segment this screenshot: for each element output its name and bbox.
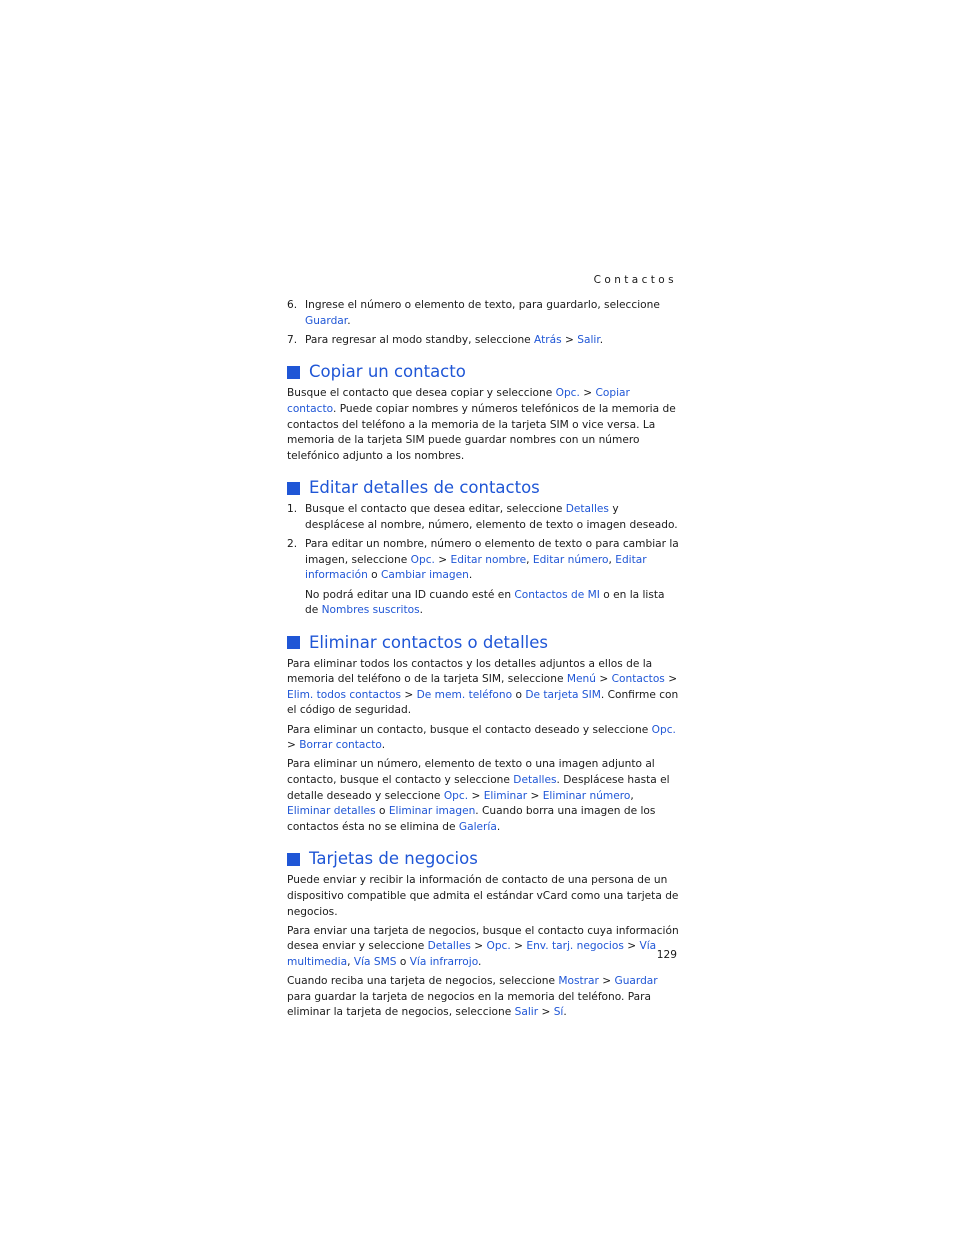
section-heading-editar: Editar detalles de contactos — [287, 478, 679, 498]
page-content — [287, 298, 679, 1025]
step-7: 7. Para regresar al modo standby, seleccione Atrás > Salir. — [287, 333, 604, 346]
eliminar-paragraph-3: Para eliminar un número, elemento de texto o una imagen adjunto al contacto, busque el contacto y seleccione Detalles. Desplácese hasta el detalle deseado y seleccione Opc. > Eliminar > Eliminar número, Eliminar detalles o Eliminar imagen. Cuando borra una imagen de los contactos ésta no se elimina de Galería. — [287, 758, 670, 833]
section-bullet-square — [287, 366, 300, 379]
steps-continued-list — [287, 298, 679, 348]
menu-term: Atrás — [534, 333, 562, 346]
editar-step-2: 2. Para editar un nombre, número o elemento de texto o para cambiar la imagen, seleccione Opc. > Editar nombre, Editar número, Editar información o Cambiar imagen. No podrá editar una ID cuando esté en Contactos de MI o en la lista de Nombres suscritos. — [287, 537, 679, 619]
page-number: 129 — [656, 949, 677, 961]
tarjetas-paragraph-2: Para enviar una tarjeta de negocios, busque el contacto cuya información desea enviar y seleccione Detalles > Opc. > Env. tarj. negocios > Vía multimedia, Vía SMS o Vía infrarrojo. — [287, 924, 679, 968]
menu-term: Salir — [577, 333, 600, 346]
eliminar-paragraph-2: Para eliminar un contacto, busque el contacto deseado y seleccione Opc. > Borrar contacto. — [287, 723, 676, 752]
copiar-paragraph: Busque el contacto que desea copiar y seleccione Opc. > Copiar contacto. Puede copiar nombres y números telefónicos de la memoria de contactos del teléfono a la memoria de la tarjeta SIM o vice versa. La memoria de la tarjeta SIM puede guardar nombres con un número telefónico adjunto a los nombres. — [287, 387, 676, 462]
section-bullet-square — [287, 853, 300, 866]
editar-step-1: 1. Busque el contacto que desea editar, seleccione Detalles y desplácese al nombre, número, elemento de texto o imagen deseado. — [287, 503, 678, 531]
tarjetas-paragraph-3: Cuando reciba una tarjeta de negocios, seleccione Mostrar > Guardar para guardar la tarjeta de negocios en la memoria del teléfono. Para eliminar la tarjeta de negocios, seleccione Salir > Sí. — [287, 975, 658, 1019]
menu-term: Guardar — [305, 314, 348, 327]
editar-note: No podrá editar una ID cuando esté en Contactos de MI o en la lista de Nombres suscritos. — [305, 588, 665, 617]
section-heading-eliminar: Eliminar contactos o detalles — [287, 633, 679, 653]
running-header: Contactos — [593, 274, 677, 286]
section-heading-tarjetas: Tarjetas de negocios — [287, 849, 679, 869]
section-bullet-square — [287, 636, 300, 649]
tarjetas-paragraph-1: Puede enviar y recibir la información de contacto de una persona de un dispositivo compatible que admita el estándar vCard como una tarjeta de negocios. — [287, 874, 679, 918]
eliminar-paragraph-1: Para eliminar todos los contactos y los detalles adjuntos a ellos de la memoria del teléfono o de la tarjeta SIM, seleccione Menú > Contactos > Elim. todos contactos > De mem. teléfono o De tarjeta SIM. Confirme con el código de seguridad. — [287, 657, 679, 717]
step-6: 6. Ingrese el número o elemento de texto, para guardarlo, seleccione Guardar. — [287, 299, 660, 327]
section-bullet-square — [287, 482, 300, 495]
editar-steps-list — [287, 502, 679, 618]
section-heading-copiar: Copiar un contacto — [287, 362, 679, 382]
